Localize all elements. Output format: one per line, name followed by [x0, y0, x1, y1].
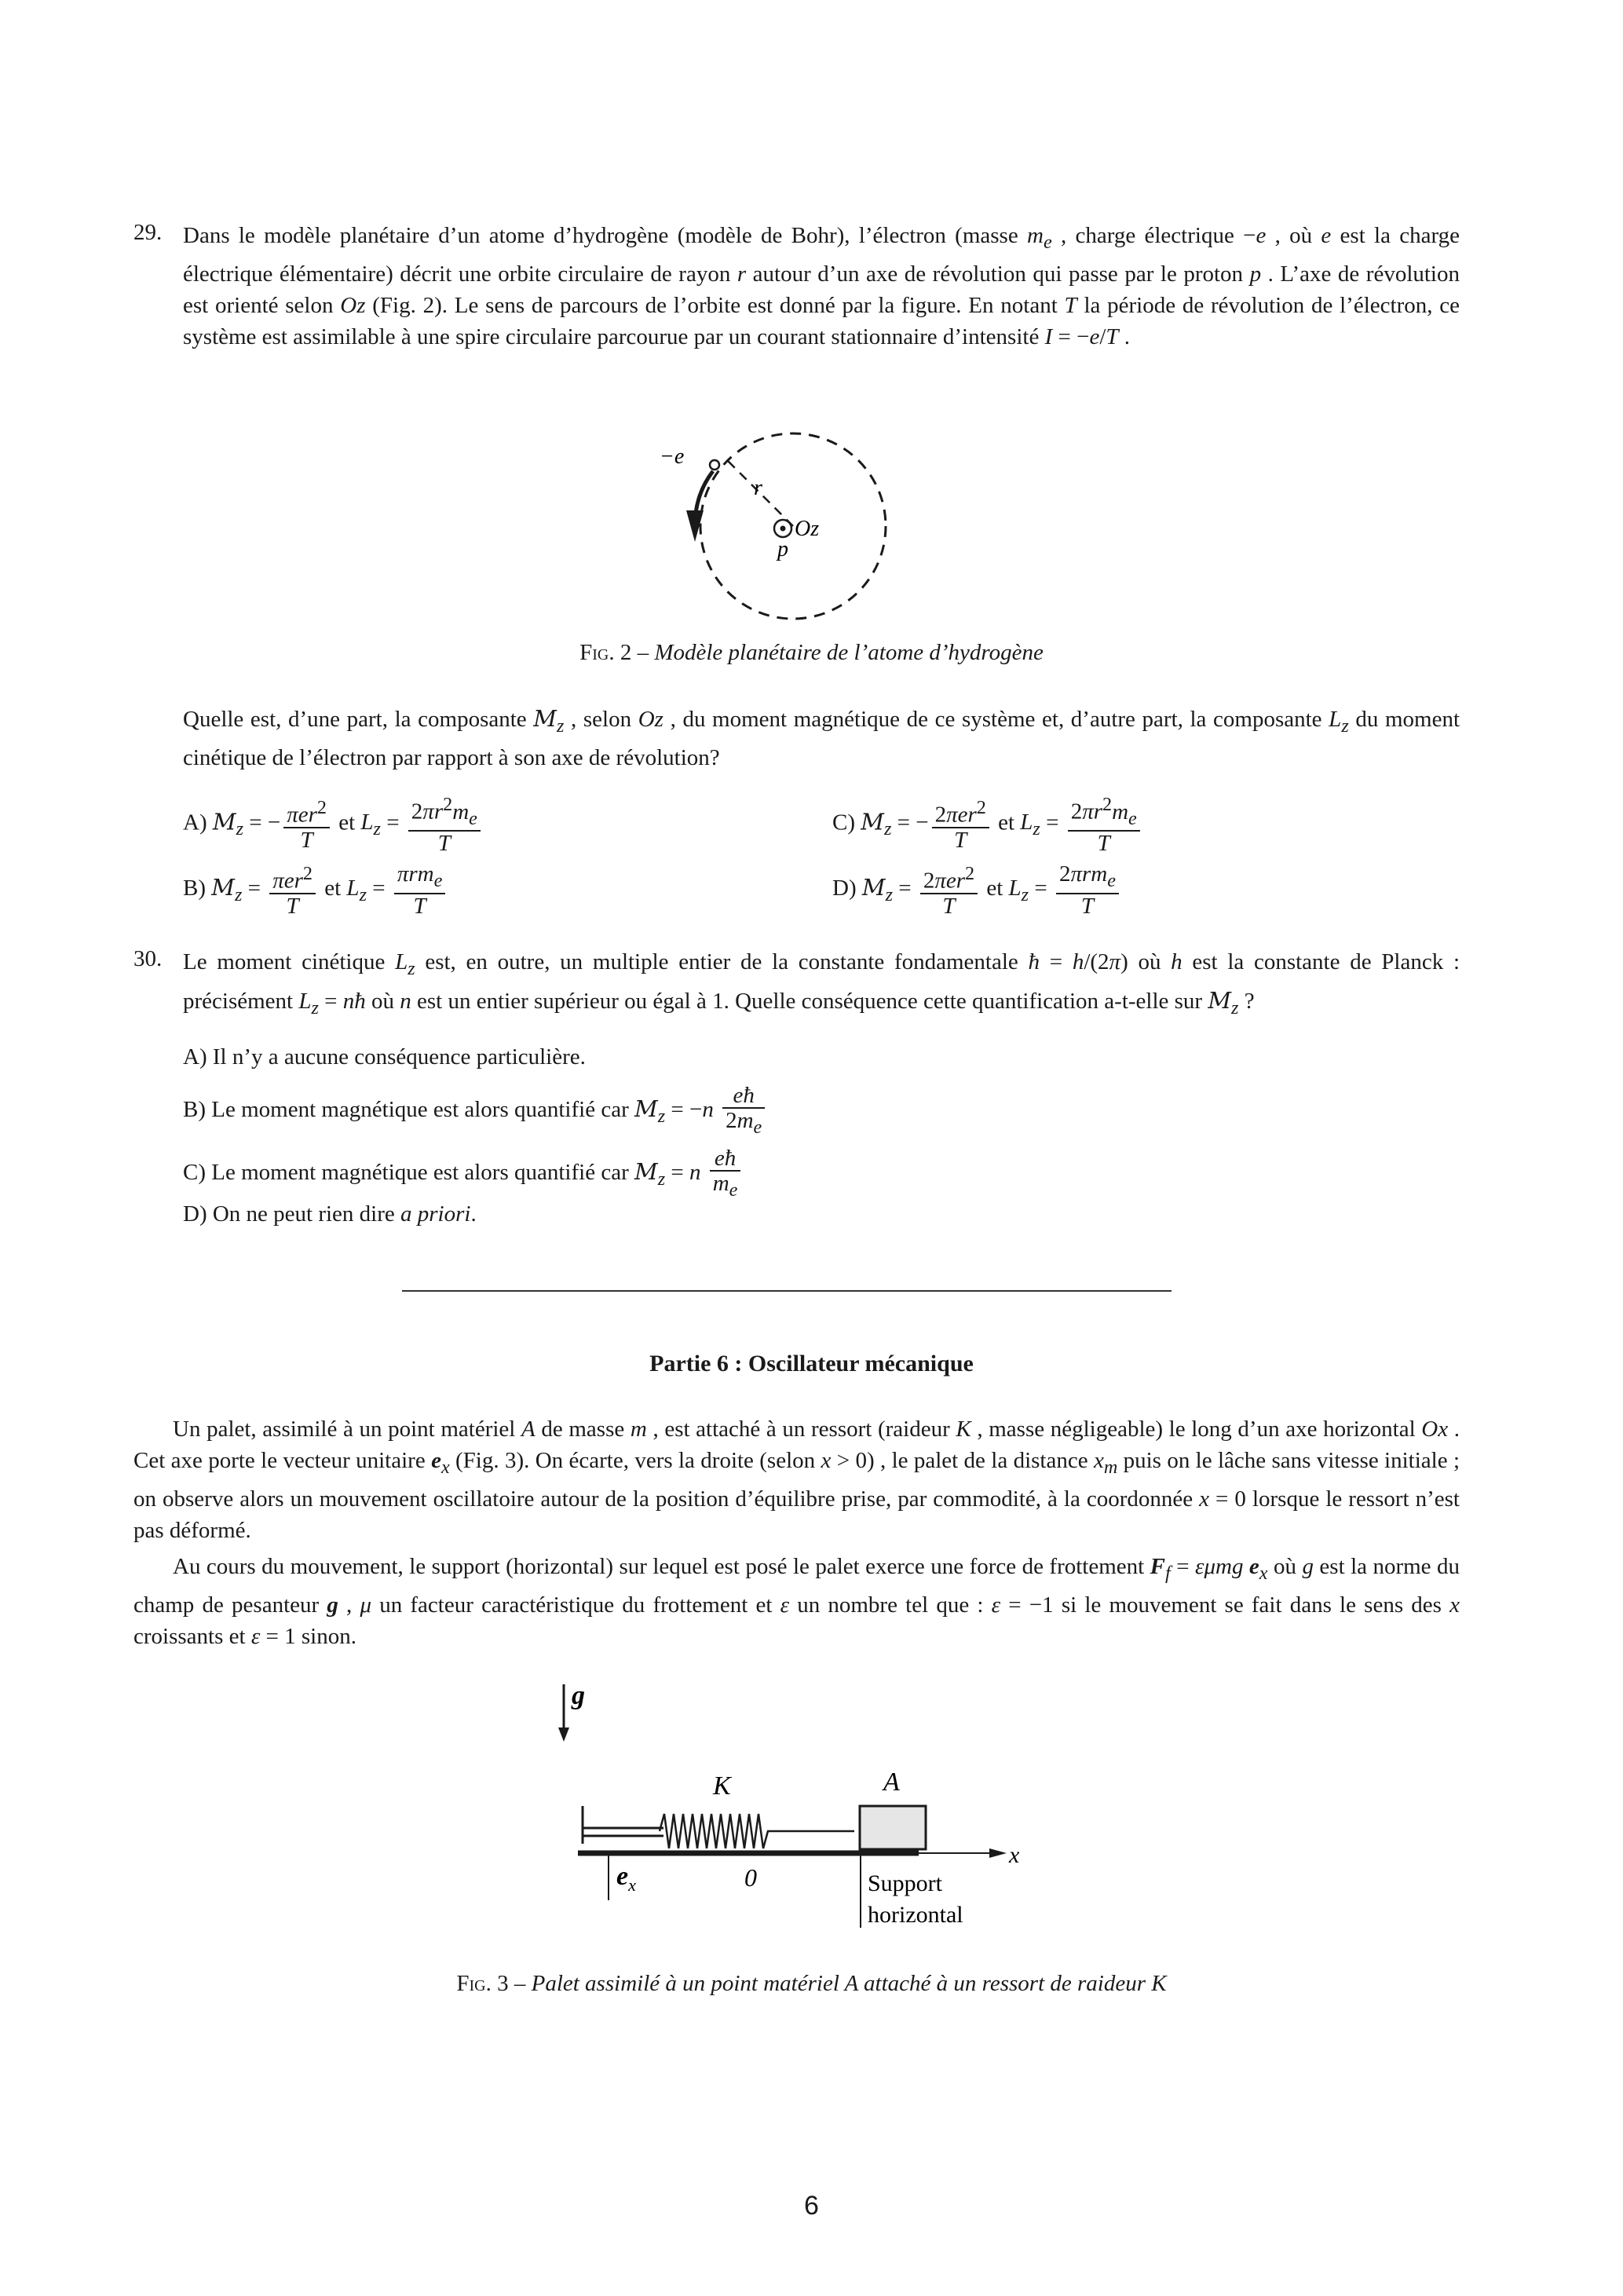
q30-answer-a[interactable]: A) Il n’y a aucune conséquence particulière.: [183, 1044, 586, 1069]
label-ex: $e_x$: [616, 1862, 636, 1895]
figure-3-spring-mass: [550, 1673, 1052, 1947]
q29-answer-a[interactable]: A) $M_z$ = − $\frac{\pi er^2}{T}$ et $L_z$ = $\frac{2\pi r^2m_e}{T}$: [183, 793, 484, 855]
question-29-number: 29.: [133, 220, 163, 245]
part-6-title: Partie 6 : Oscillateur mécanique: [649, 1351, 974, 1377]
question-30-number: 30.: [133, 946, 163, 971]
q30-answer-c[interactable]: C) Le moment magnétique est alors quantifié car $M_z = n$ $\frac{eħ}{m_e}$: [183, 1146, 744, 1202]
label-proton: p: [777, 537, 788, 561]
q29-answer-b[interactable]: B) $M_z$ = $\frac{\pi er^2}{T}$ et $L_z$ = $\frac{\pi rm_e}{T}$: [183, 862, 448, 918]
label-charge: −e: [660, 444, 685, 469]
question-30-text: Le moment cinétique $L_z$ est, en outre, un multiple entier de la constante fondamentale ħ = h/(2π) où h est la constante de Planck : précisément $L_z$ = nħ où n est un entier supérieur ou égal à 1. Quelle conséquence cette quantification a-t-elle sur $M_z$ ?: [183, 949, 1460, 1018]
section-divider: [402, 1290, 1172, 1292]
q30-answer-d[interactable]: D) On ne peut rien dire a priori.: [183, 1201, 477, 1227]
label-support-2: horizontal: [868, 1902, 963, 1928]
question-29-prompt: Quelle est, d’une part, la composante $M_z$ , selon Oz , du moment magnétique de ce système et, d’autre part, la composante $L_z$ du moment cinétique de l’électron par rapport à son axe de révolution?: [183, 705, 1460, 770]
label-axis: Oz: [795, 517, 820, 541]
spring: [660, 1814, 854, 1848]
electron-dot: [710, 460, 719, 470]
label-K: K: [713, 1771, 731, 1801]
page-number: 6: [804, 2191, 819, 2221]
label-A: A: [883, 1768, 900, 1797]
figure-2-caption: Fig. 2 – Modèle planétaire de l’atome d’hydrogène: [579, 640, 1044, 665]
part-6-paragraph-1: Un palet, assimilé à un point matériel A de masse m , est attaché à un ressort (raideur K , masse négligeable) le long d’un axe horizontal Ox . Cet axe porte le vecteur unitaire $e_x$ (Fig. 3). On écarte, vers la droite (selon x > 0) , le palet de la distance $x_m$ puis on le lâche sans vitesse initiale ; on observe alors un mouvement oscillatoire autour de la position d’équilibre prise, par commodité, à la coordonnée x = 0 lorsque le ressort n’est pas déformé.: [133, 1417, 1460, 1543]
label-x: x: [1009, 1842, 1020, 1868]
mass-block: [860, 1806, 926, 1849]
label-radius: r: [754, 476, 762, 500]
question-29-text: Dans le modèle planétaire d’un atome d’hydrogène (modèle de Bohr), l’électron (masse $m_e$ , charge électrique −e , où e est la charge électrique élémentaire) décrit une orbite circulaire de rayon r autour d’un axe de révolution qui passe par le proton p . L’axe de révolution est orienté selon Oz (Fig. 2). Le sens de parcours de l’orbite est donné par la figure. En notant T la période de révolution de l’électron, ce système est assimilable à une spire circulaire parcourue par un courant stationnaire d’intensité I = −e/T .: [183, 223, 1460, 349]
label-zero: 0: [744, 1863, 757, 1892]
q30-answer-b[interactable]: B) Le moment magnétique est alors quantifié car $M_z = -n$ $\frac{eħ}{2m_e}$: [183, 1084, 768, 1139]
q29-answer-c[interactable]: C) $M_z$ = − $\frac{2\pi er^2}{T}$ et $L_z$ = $\frac{2\pi r^2m_e}{T}$: [832, 793, 1143, 855]
figure-2-bohr-atom: [652, 416, 903, 644]
q29-answer-d[interactable]: D) $M_z$ = $\frac{2\pi er^2}{T}$ et $L_z$ = $\frac{2\pi rm_e}{T}$: [832, 862, 1122, 918]
part-6-paragraph-2: Au cours du mouvement, le support (horizontal) sur lequel est posé le palet exerce une force de frottement $F_f = \varepsilon\mu mg$ $e_x$ où g est la norme du champ de pesanteur g , μ un facteur caractéristique du frottement et ε un nombre tel que : ε = −1 si le mouvement se fait dans le sens des x croissants et ε = 1 sinon.: [133, 1554, 1460, 1649]
label-g: g: [572, 1681, 585, 1710]
figure-3-caption: Fig. 3 – Palet assimilé à un point matériel A attaché à un ressort de raideur K: [456, 1971, 1167, 1996]
label-support-1: Support: [868, 1870, 943, 1896]
